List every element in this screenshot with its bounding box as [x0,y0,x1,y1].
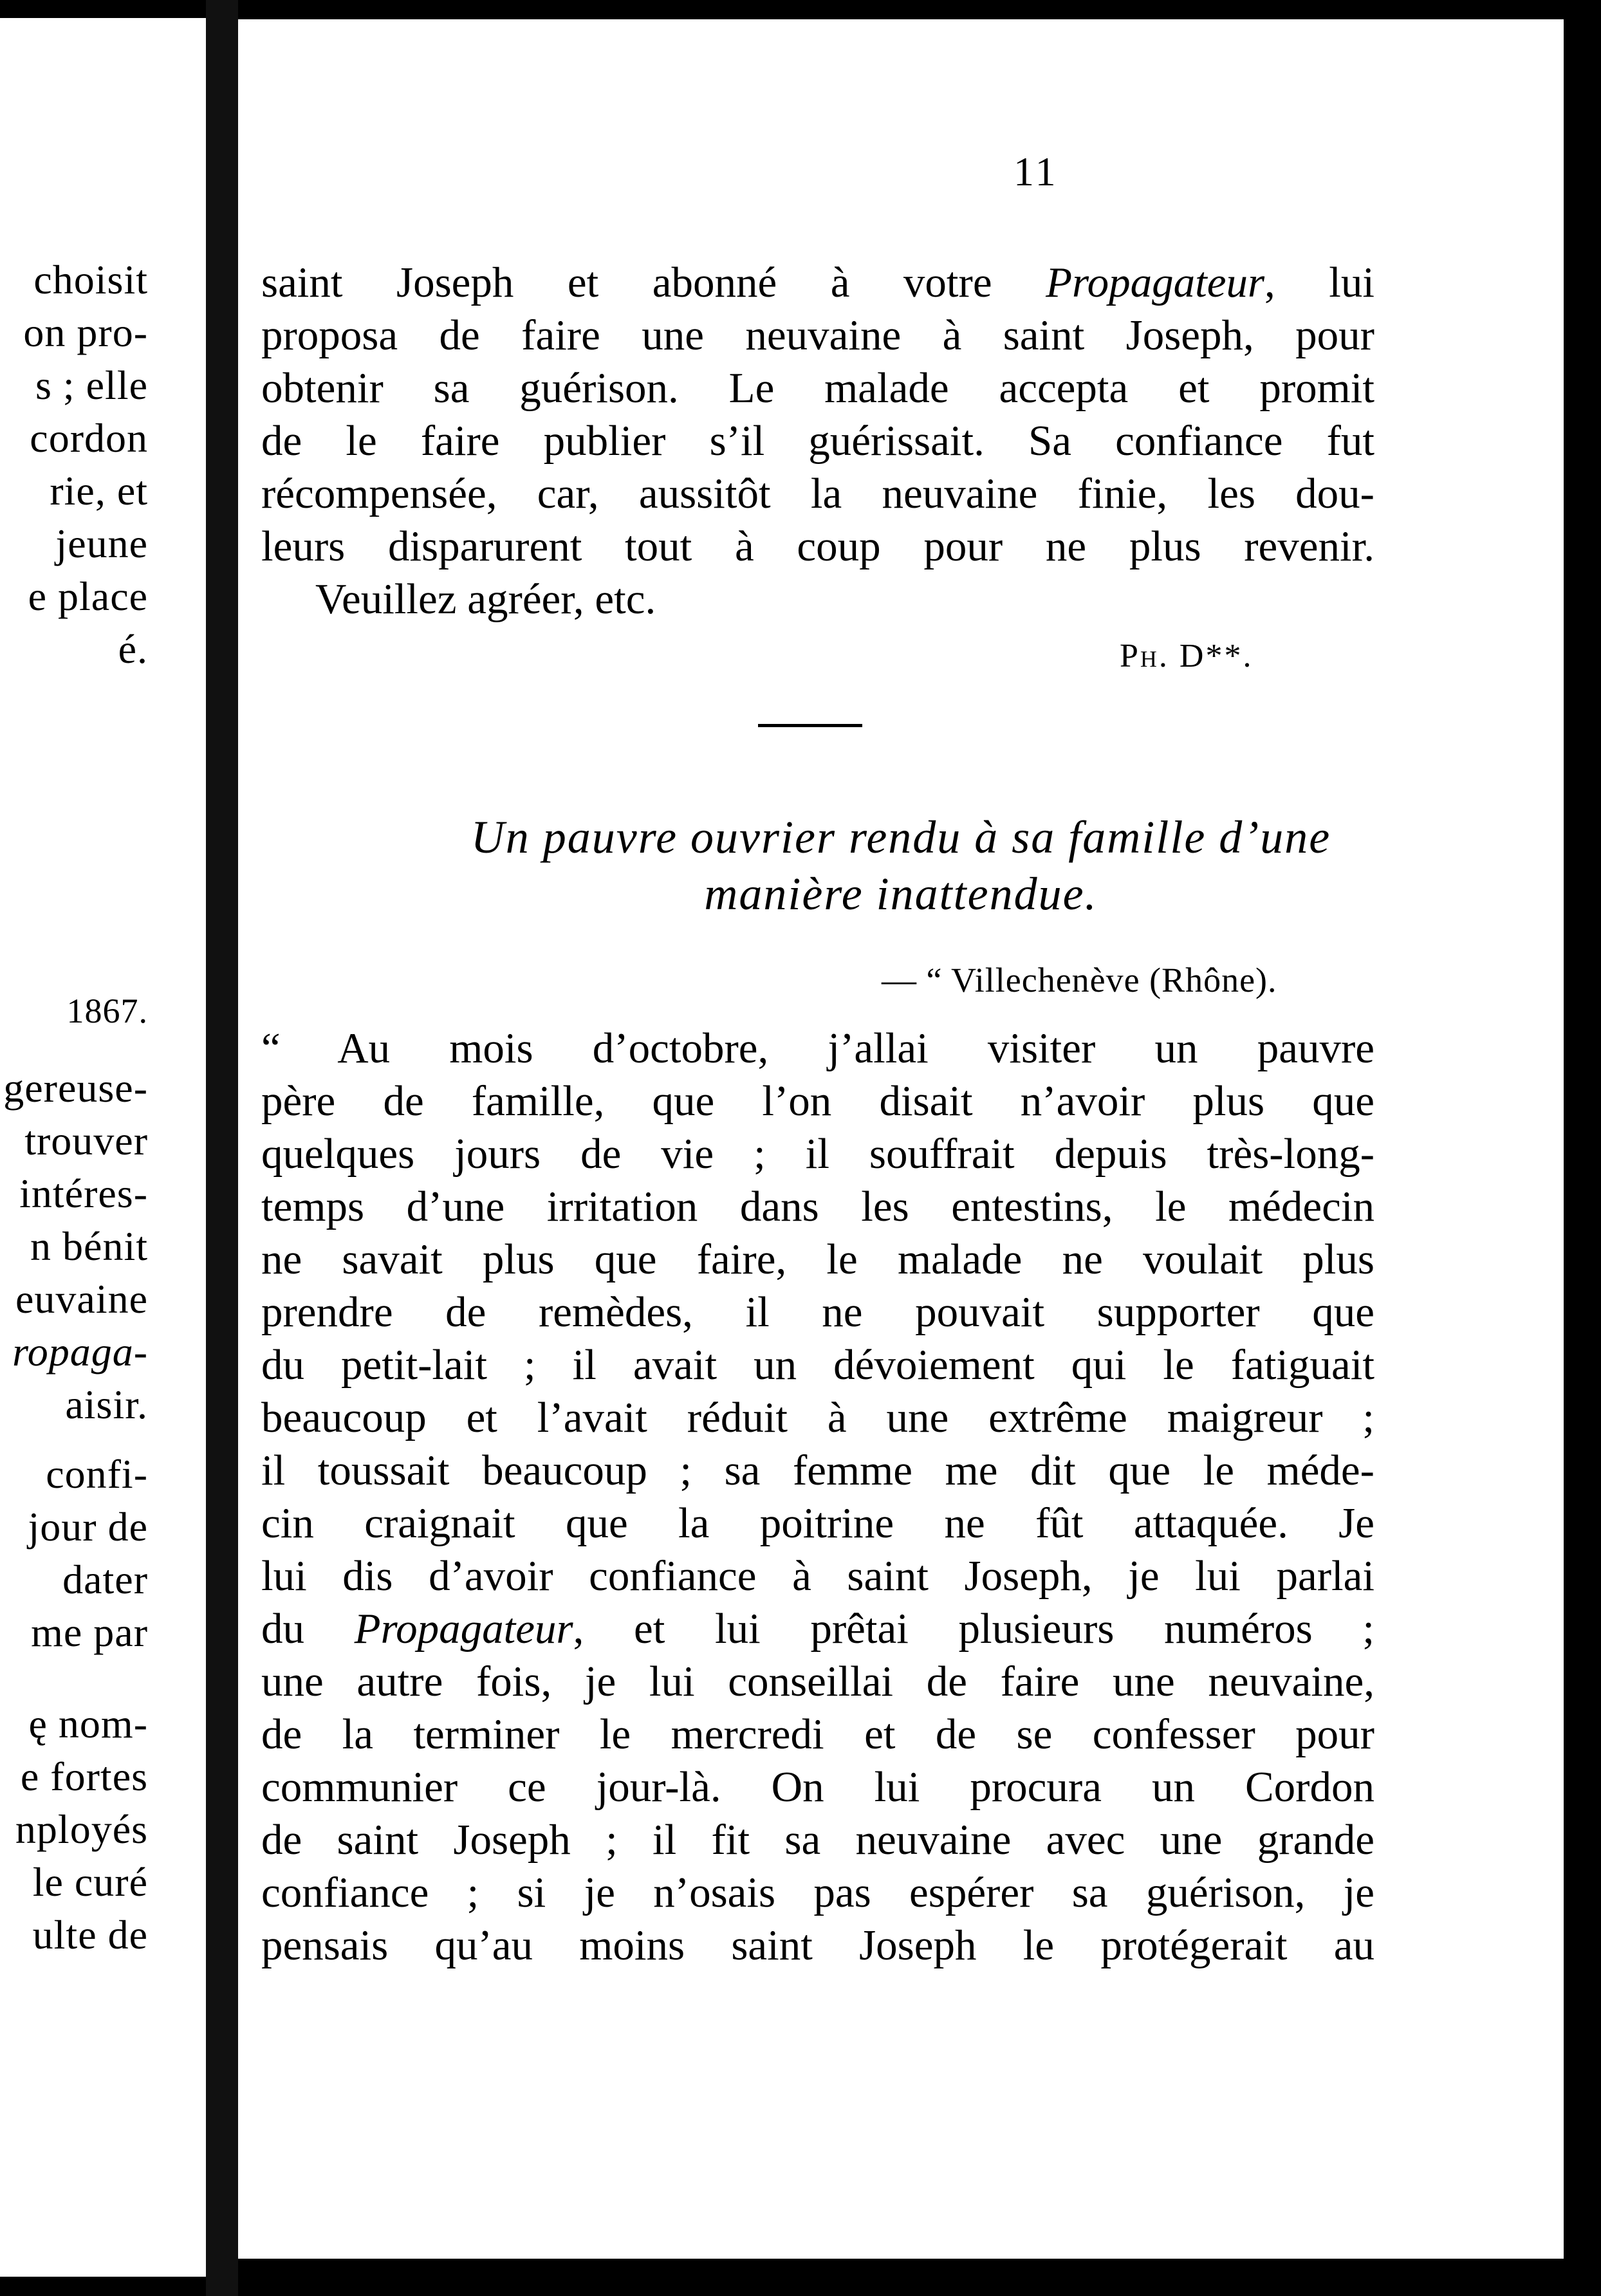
body-line: communier ce jour-là. On lui procura un Cordon [261,1763,1374,1811]
body-line: cin craignait que la poitrine ne fût attaquée. Je [261,1499,1374,1547]
closing-line: Veuillez agréer, etc. [315,575,656,623]
left-page-line: euvaine [15,1276,148,1322]
source-location: — “ Villechenève (Rhône). [882,961,1277,999]
left-page-line: choisit [33,257,148,302]
body-line: “ Au mois d’octobre, j’allai visiter un pauvre [261,1024,1374,1072]
left-page-line: e fortes [20,1754,148,1799]
left-page-line: 1867. [66,992,148,1030]
left-page-line: é. [118,626,148,672]
body-line: de saint Joseph ; il fit sa neuvaine avec une grande [261,1816,1374,1864]
left-page-line: rie, et [50,468,148,514]
left-page-line: jeune [55,521,148,566]
signature: Ph. D**. [1120,638,1254,674]
body-line: leurs disparurent tout à coup pour ne plus revenir. [261,523,1374,570]
left-page-line: trouver [24,1118,148,1163]
left-page-line: me par [31,1609,148,1655]
body-line: proposa de faire une neuvaine à saint Joseph, pour [261,311,1374,359]
italic-run: Propagateur [354,1605,573,1653]
left-page-line: n bénit [30,1223,148,1269]
text-run: du [261,1605,355,1653]
body-line: du petit-lait ; il avait un dévoiement qui le fatiguait [261,1341,1374,1389]
body-line: confiance ; si je n’osais pas espérer sa guérison, je [261,1869,1374,1916]
body-line: pensais qu’au moins saint Joseph le protégerait au [261,1921,1374,1969]
left-page-line: jour de [28,1504,148,1550]
section-title-line-1: Un pauvre ouvrier rendu à sa famille d’une [470,811,1331,863]
left-page-line: cordon [30,415,148,461]
text-run: saint Joseph et abonné à votre [261,259,1046,306]
section-title-line-2: manière inattendue. [704,868,1098,920]
left-page-line: nployés [15,1806,148,1852]
body-line: beaucoup et l’avait réduit à une extrême maigreur ; [261,1394,1374,1441]
left-page-line: le curé [32,1859,148,1905]
right-page [238,19,1564,2259]
page-number: 11 [1013,149,1059,194]
left-page-line: aisir. [65,1382,148,1427]
left-page-line: ę nom- [28,1701,148,1746]
body-line: il toussait beaucoup ; sa femme me dit que le méde- [261,1447,1374,1494]
left-page-line: gereuse- [3,1065,148,1111]
body-line: ne savait plus que faire, le malade ne voulait plus [261,1236,1374,1283]
body-line: une autre fois, je lui conseillai de faire une neuvaine, [261,1658,1374,1705]
left-page-line: s ; elle [35,362,148,408]
italic-run: Propagateur [1046,259,1265,306]
body-line: prendre de remèdes, il ne pouvait supporter que [261,1288,1374,1336]
left-page-line: ropaga- [12,1329,148,1375]
left-page-line: intéres- [19,1171,148,1216]
body-line: récompensée, car, aussitôt la neuvaine finie, les dou- [261,470,1374,517]
left-page-line: ulte de [32,1912,148,1958]
body-line: obtenir sa guérison. Le malade accepta et promit [261,364,1374,412]
left-page-line: confi- [46,1451,148,1497]
body-line [261,1602,1374,1655]
body-line: père de famille, que l’on disait n’avoir plus que [261,1077,1374,1125]
text-run: , et lui prêtai plusieurs numéros ; [573,1605,1374,1653]
binding-gutter [206,0,238,2296]
left-page-line: dater [62,1557,148,1602]
body-line [261,256,1374,309]
text-run: , lui [1264,259,1374,306]
left-facing-page [0,18,206,2277]
left-page-line: e place [28,573,148,619]
body-line: temps d’une irritation dans les entestins, le médecin [261,1183,1374,1230]
body-line: quelques jours de vie ; il souffrait depuis très-long- [261,1130,1374,1178]
left-page-line: on pro- [23,310,148,355]
body-line: lui dis d’avoir confiance à saint Joseph, je lui parlai [261,1552,1374,1600]
body-line: de le faire publier s’il guérissait. Sa confiance fut [261,417,1374,465]
body-line: de la terminer le mercredi et de se confesser pour [261,1710,1374,1758]
section-divider [758,724,862,727]
